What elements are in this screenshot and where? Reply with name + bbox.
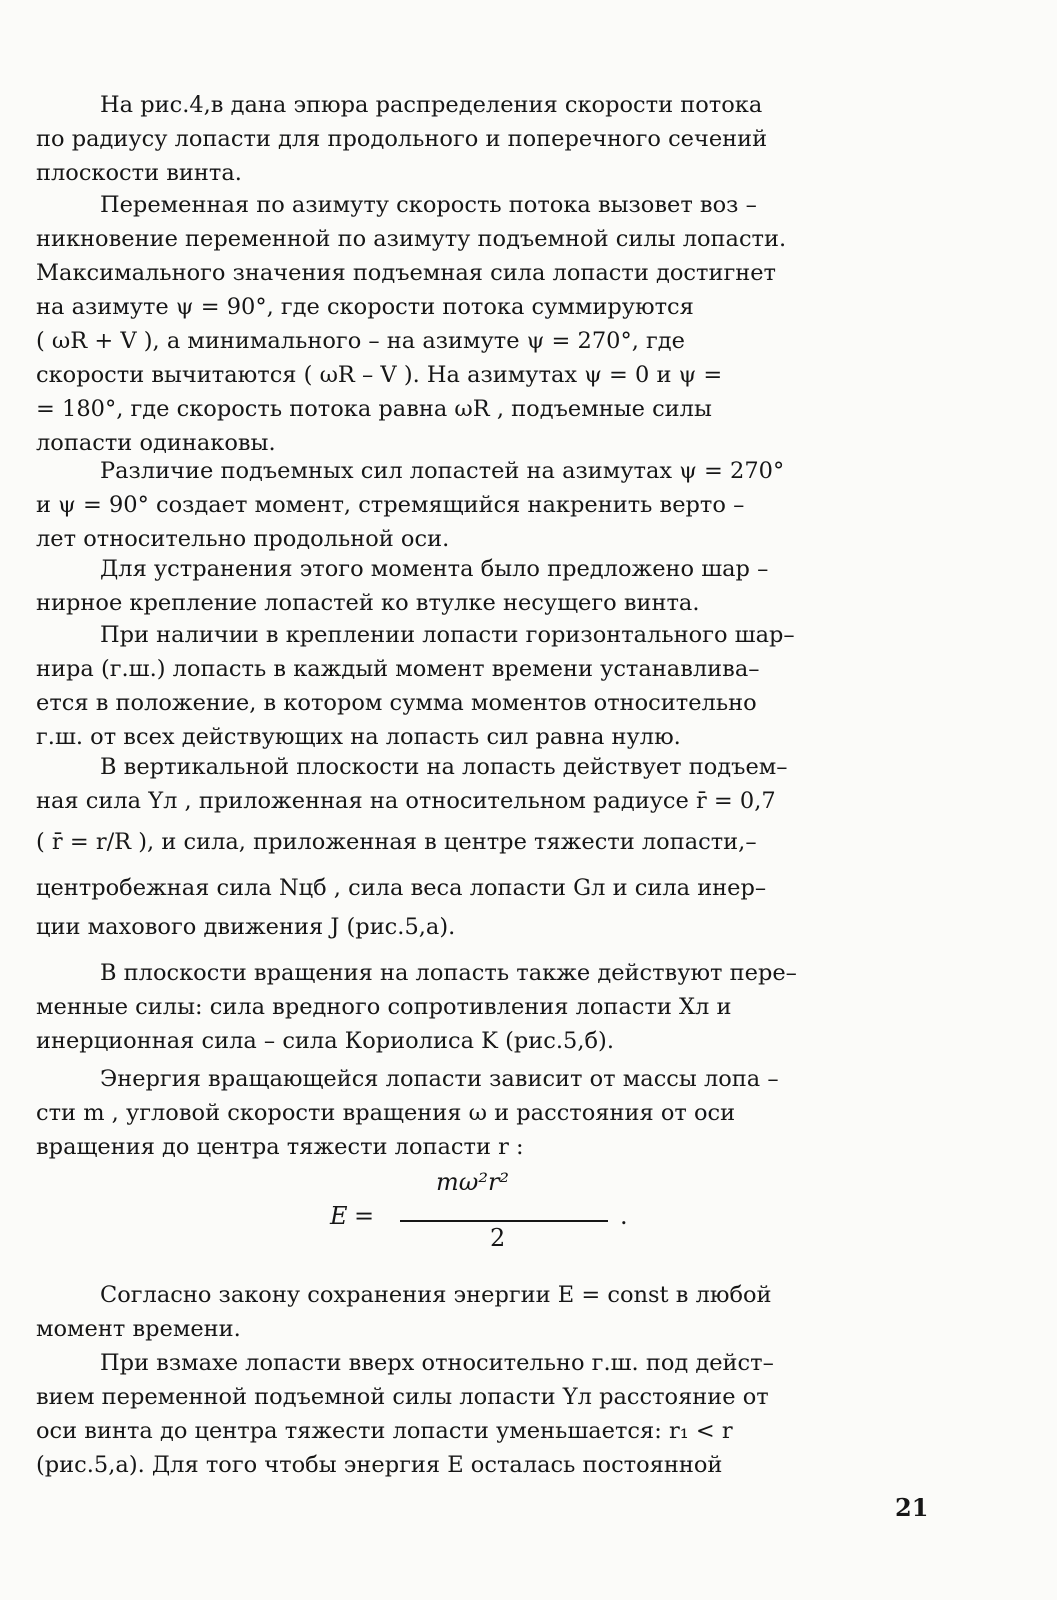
formula-numerator: mω²r² <box>436 1168 510 1196</box>
formula-lhs: E <box>330 1202 348 1230</box>
text-line: плоскости винта. <box>36 160 242 186</box>
text-line: ции махового движения J (рис.5,а). <box>36 914 456 940</box>
text-line: оси винта до центра тяжести лопасти уменьшается: r₁ < r <box>36 1418 733 1444</box>
text-line: никновение переменной по азимуту подъемной силы лопасти. <box>36 226 787 252</box>
paragraph-4 <box>36 552 956 620</box>
text-line: На рис.4,в дана эпюра распределения скорости потока <box>100 92 763 118</box>
text-line: менные силы: сила вредного сопротивления лопасти Xл и <box>36 994 732 1020</box>
text-line: Согласно закону сохранения энергии E = const в любой <box>100 1282 772 1308</box>
text-line: ная сила Yл , приложенная на относительном радиусе r̄ = 0,7 <box>36 788 776 814</box>
text-line: лопасти одинаковы. <box>36 430 276 456</box>
text-line: Для устранения этого момента было предложено шар – <box>100 556 769 582</box>
paragraph-2 <box>36 188 956 460</box>
text-line: нирное крепление лопастей ко втулке несущего винта. <box>36 590 700 616</box>
paragraph-7 <box>36 956 956 1058</box>
text-line: момент времени. <box>36 1316 241 1342</box>
text-line: сти m , угловой скорости вращения ω и расстояния от оси <box>36 1100 736 1126</box>
paragraph-8 <box>36 1062 956 1164</box>
text-line: ( ωR + V ), а минимального – на азимуте ψ = 270°, где <box>36 328 685 354</box>
text-line: вращения до центра тяжести лопасти r : <box>36 1134 524 1160</box>
text-line: При наличии в креплении лопасти горизонтального шар– <box>100 622 795 648</box>
text-line: Переменная по азимуту скорость потока вызовет воз – <box>100 192 757 218</box>
text-line: г.ш. от всех действующих на лопасть сил равна нулю. <box>36 724 681 750</box>
text-line: и ψ = 90° создает момент, стремящийся накренить верто – <box>36 492 745 518</box>
text-line: центробежная сила Nцб , сила веса лопасти Gл и сила инер– <box>36 875 767 901</box>
text-line: ( r̄ = r/R ), и сила, приложенная в центре тяжести лопасти,– <box>36 829 757 855</box>
text-line: (рис.5,а). Для того чтобы энергия Е осталась постоянной <box>36 1452 723 1478</box>
paragraph-9 <box>36 1278 956 1346</box>
text-line: = 180°, где скорость потока равна ωR , подъемные силы <box>36 396 712 422</box>
paragraph-5 <box>36 618 956 754</box>
formula-equals: = <box>354 1202 375 1230</box>
paragraph-6 <box>36 750 956 944</box>
text-line: В вертикальной плоскости на лопасть действует подъем– <box>100 754 788 780</box>
text-line: лет относительно продольной оси. <box>36 526 450 552</box>
page-number: 21 <box>895 1493 929 1522</box>
paragraph-1 <box>36 88 956 190</box>
text-line: вием переменной подъемной силы лопасти Yл расстояние от <box>36 1384 769 1410</box>
text-line: В плоскости вращения на лопасть также действуют пере– <box>100 960 797 986</box>
formula-denominator: 2 <box>490 1224 506 1252</box>
text-line: по радиусу лопасти для продольного и поперечного сечений <box>36 126 768 152</box>
text-line: на азимуте ψ = 90°, где скорости потока суммируются <box>36 294 694 320</box>
text-line: нира (г.ш.) лопасть в каждый момент времени устанавлива– <box>36 656 760 682</box>
paragraph-3 <box>36 454 956 556</box>
text-line: Различие подъемных сил лопастей на азимутах ψ = 270° <box>100 458 785 484</box>
paragraph-10 <box>36 1346 956 1482</box>
text-line: инерционная сила – сила Кориолиса K (рис.5,б). <box>36 1028 614 1054</box>
text-line: Максимального значения подъемная сила лопасти достигнет <box>36 260 776 286</box>
text-line: При взмахе лопасти вверх относительно г.ш. под дейст– <box>100 1350 774 1376</box>
energy-formula <box>330 1168 630 1264</box>
text-line: скорости вычитаются ( ωR – V ). На азимутах ψ = 0 и ψ = <box>36 362 723 388</box>
text-line: ется в положение, в котором сумма моментов относительно <box>36 690 757 716</box>
fraction-bar <box>400 1220 608 1222</box>
formula-period: . <box>620 1202 628 1230</box>
text-line: Энергия вращающейся лопасти зависит от массы лопа – <box>100 1066 779 1092</box>
